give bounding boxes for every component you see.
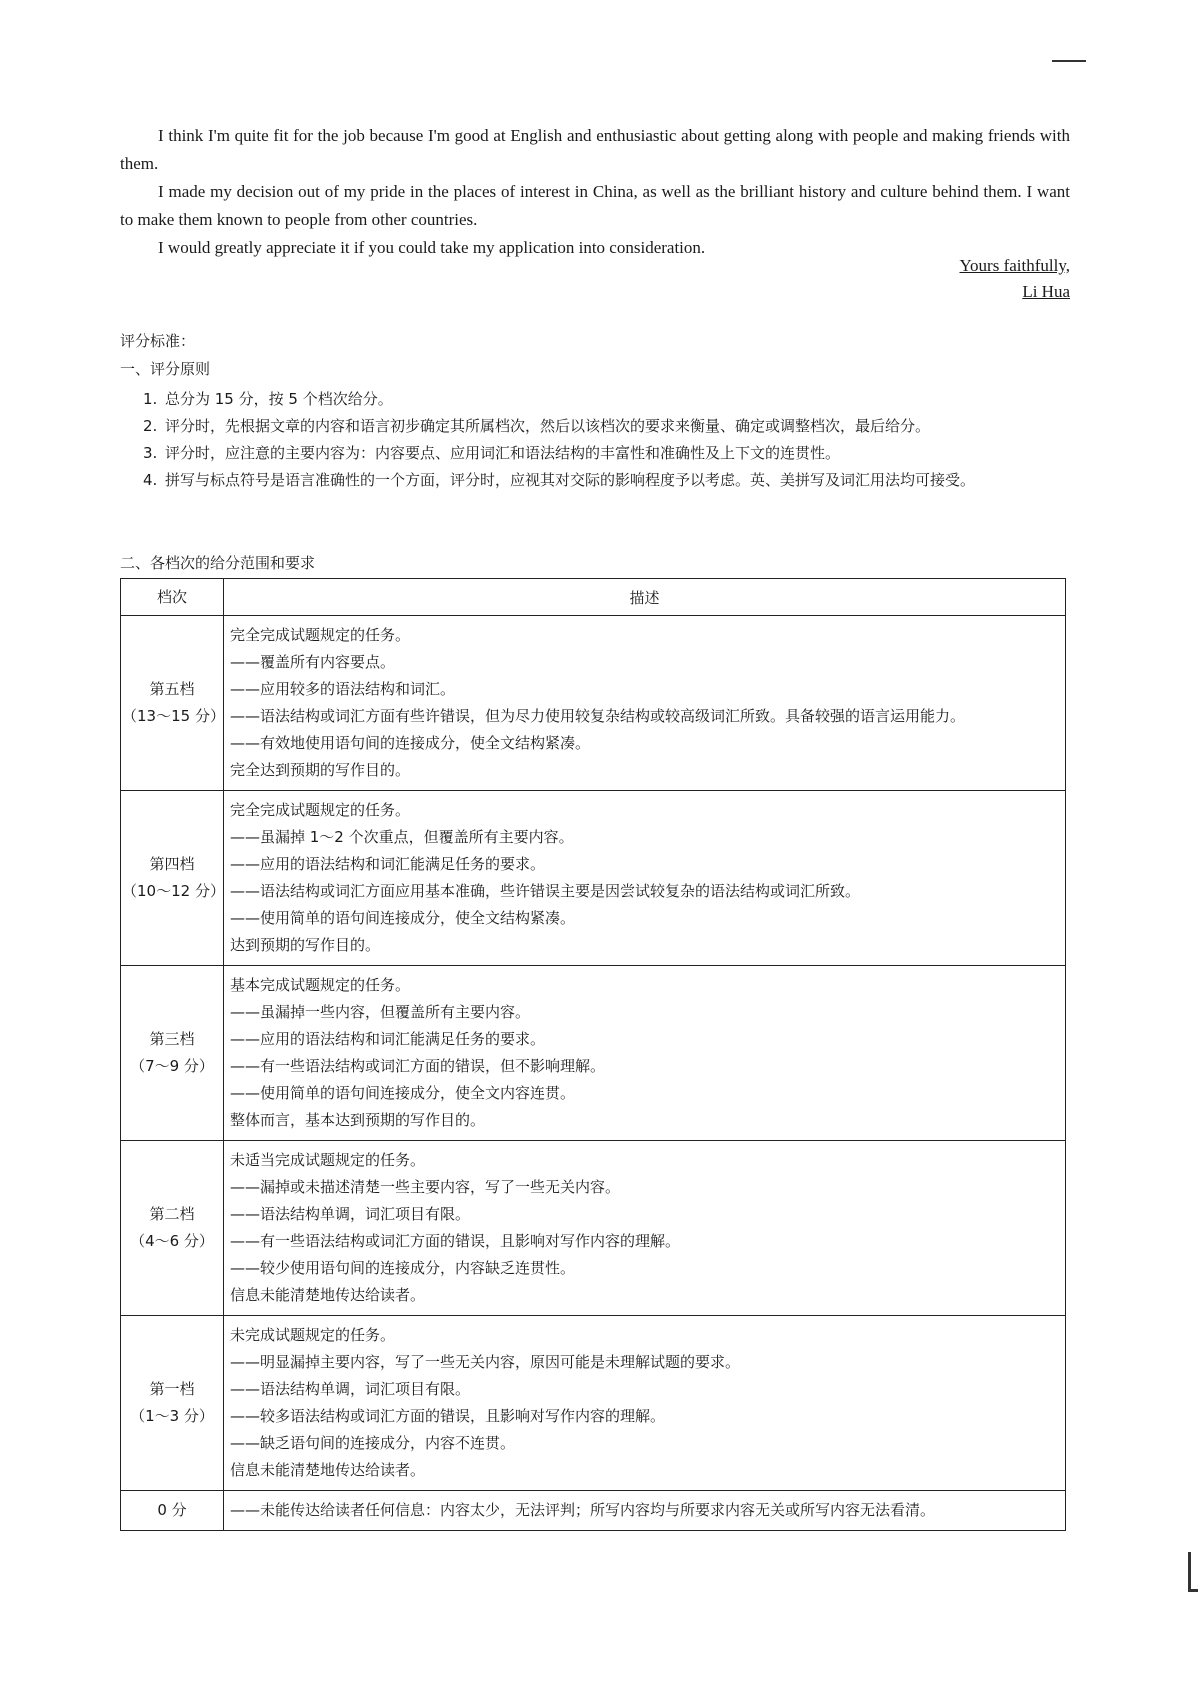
description-cell: 完全完成试题规定的任务。 ——覆盖所有内容要点。 ——应用较多的语法结构和词汇。 ——语法结构或词汇方面有些许错误，但为尽力使用较复杂结构或较高级词汇所致。具备较强的语言运用能力。 ——有效地使用语句间的连接成分，使全文结构紧凑。 完全达到预期的写作目的。 <box>224 616 1066 791</box>
header-level: 档次 <box>121 579 224 616</box>
header-description: 描述 <box>224 579 1066 616</box>
description-cell: 完全完成试题规定的任务。 ——虽漏掉 1～2 个次重点，但覆盖所有主要内容。 ——应用的语法结构和词汇能满足任务的要求。 ——语法结构或词汇方面应用基本准确，些许错误主要是因尝试较复杂的语法结构或词汇所致。 ——使用简单的语句间连接成分，使全文结构紧凑。 达到预期的写作目的。 <box>224 791 1066 966</box>
corner-dash-mark <box>1052 60 1086 62</box>
description-cell: ——未能传达给读者任何信息：内容太少，无法评判；所写内容均与所要求内容无关或所写内容无法看清。 <box>224 1491 1066 1531</box>
description-cell: 未适当完成试题规定的任务。 ——漏掉或未描述清楚一些主要内容，写了一些无关内容。 ——语法结构单调，词汇项目有限。 ——有一些语法结构或词汇方面的错误，且影响对写作内容的理解。 ——较少使用语句间的连接成分，内容缺乏连贯性。 信息未能清楚地传达给读者。 <box>224 1141 1066 1316</box>
letter-body <box>120 122 1070 301</box>
edge-scan-mark <box>1188 1552 1191 1592</box>
table-row <box>121 616 1066 791</box>
level-cell: 第三档 （7～9 分） <box>121 966 224 1141</box>
principles-list <box>143 386 1073 494</box>
letter-signature: Li Hua <box>1022 282 1070 301</box>
principle-item: 1. 总分为 15 分，按 5 个档次给分。 <box>143 390 393 408</box>
description-cell: 未完成试题规定的任务。 ——明显漏掉主要内容，写了一些无关内容，原因可能是未理解试题的要求。 ——语法结构单调，词汇项目有限。 ——较多语法结构或词汇方面的错误，且影响对写作内容的理解。 ——缺乏语句间的连接成分，内容不连贯。 信息未能清楚地传达给读者。 <box>224 1316 1066 1491</box>
letter-paragraph: I would greatly appreciate it if you could take my application into consideration. <box>158 238 706 257</box>
letter-paragraph: I think I'm quite fit for the job because I'm good at English and enthusiastic about getting along with people and making friends with them. <box>120 126 1070 173</box>
level-cell: 0 分 <box>121 1491 224 1531</box>
scoring-table <box>120 578 1066 1531</box>
table-row <box>121 1316 1066 1491</box>
principles-heading: 一、评分原则 <box>120 360 211 378</box>
table-header-row <box>121 579 1066 616</box>
level-cell: 第四档 （10～12 分） <box>121 791 224 966</box>
principle-item: 4. 拼写与标点符号是语言准确性的一个方面，评分时，应视其对交际的影响程度予以考虑。英、美拼写及词汇用法均可接受。 <box>143 471 976 489</box>
table-row <box>121 791 1066 966</box>
level-cell: 第五档 （13～15 分） <box>121 616 224 791</box>
level-cell: 第一档 （1～3 分） <box>121 1316 224 1491</box>
letter-paragraph: I made my decision out of my pride in the places of interest in China, as well as the brilliant history and culture behind them. I want to make them known to people from other countries. <box>120 182 1070 229</box>
levels-heading: 二、各档次的给分范围和要求 <box>120 554 316 572</box>
principle-item: 2. 评分时，先根据文章的内容和语言初步确定其所属档次，然后以该档次的要求来衡量、确定或调整档次，最后给分。 <box>143 417 931 435</box>
standards-title: 评分标准： <box>120 332 196 350</box>
level-cell: 第二档 （4～6 分） <box>121 1141 224 1316</box>
letter-closing: Yours faithfully, <box>959 256 1070 275</box>
description-cell: 基本完成试题规定的任务。 ——虽漏掉一些内容，但覆盖所有主要内容。 ——应用的语法结构和词汇能满足任务的要求。 ——有一些语法结构或词汇方面的错误，但不影响理解。 ——使用简单的语句间连接成分，使全文内容连贯。 整体而言，基本达到预期的写作目的。 <box>224 966 1066 1141</box>
principle-item: 3. 评分时，应注意的主要内容为：内容要点、应用词汇和语法结构的丰富性和准确性及上下文的连贯性。 <box>143 444 841 462</box>
table-row <box>121 1491 1066 1531</box>
table-row <box>121 966 1066 1141</box>
table-row <box>121 1141 1066 1316</box>
